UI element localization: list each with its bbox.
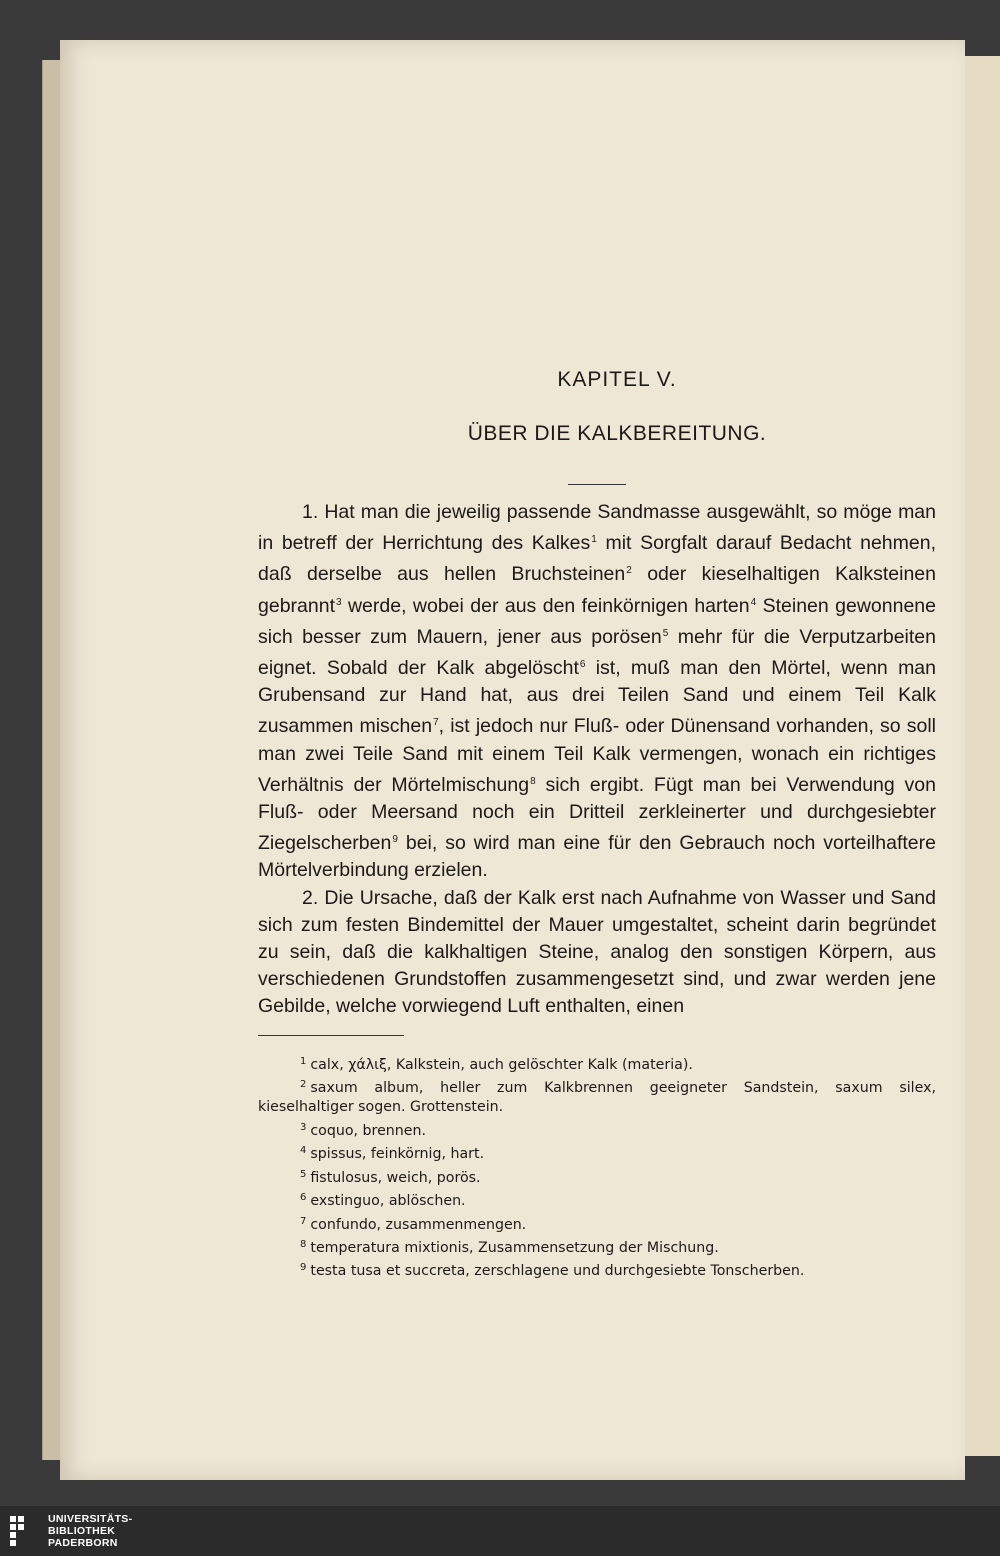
footnote — [258, 1052, 936, 1075]
footnote-text: coquo, brennen. — [310, 1122, 427, 1139]
body-text — [258, 499, 936, 1021]
paragraph-text: 1. Hat man die jeweilig passende Sandmasse ausgewählt, so möge man in betreff der Herrichtung des Kalkes — [258, 501, 936, 555]
chapter-title: ÜBER DIE KALKBEREITUNG. — [467, 422, 767, 445]
page-content — [258, 360, 936, 1282]
footnote-divider — [258, 1035, 404, 1036]
footnote-marker: 7 — [433, 717, 439, 729]
footer-bar — [0, 1506, 1000, 1556]
footnote-text: confundo, zusammenmengen. — [310, 1216, 527, 1233]
paragraph-text: oder kieselhaltigen Kalksteinen gebrannt — [258, 563, 936, 617]
footnote-marker: 3 — [335, 596, 342, 608]
footnote-number: 8 — [300, 1238, 307, 1250]
footnote-marker: 4 — [750, 596, 757, 608]
library-logo-icon — [10, 1516, 38, 1546]
footnote-number: 7 — [300, 1215, 307, 1227]
footnote — [258, 1235, 936, 1258]
footnote-number: 2 — [300, 1079, 307, 1091]
footnote-number: 6 — [300, 1192, 307, 1204]
footnote — [258, 1075, 936, 1118]
footnote-marker: 1 — [591, 534, 597, 546]
paragraph-text: 2. Die Ursache, daß der Kalk erst nach Aufnahme von Wasser und Sand sich zum festen Bindemittel der Mauer umgestaltet, scheint darin begründet zu sein, daß die kalkhaltigen Steine, analog den sonstigen Körpern, aus verschiedenen Grundstoffen zusammengesetzt sind, und zwar werden jene Gebilde, welche vorwiegend Luft enthalten, einen — [258, 886, 936, 1018]
footnote-text: fistulosus, weich, porös. — [310, 1169, 481, 1186]
paragraph — [258, 499, 936, 885]
footnote — [258, 1258, 936, 1281]
footnote-number: 3 — [300, 1121, 307, 1133]
paragraph-text: mehr für die Verputzarbeiten eignet. Sobald der Kalk abgelöscht — [258, 625, 936, 680]
library-logo-text — [48, 1513, 132, 1549]
footnote — [258, 1188, 936, 1211]
footnote-number: 1 — [300, 1055, 307, 1067]
logo-line-3: PADERBORN — [48, 1537, 118, 1549]
paragraph-text: Steinen gewonnene sich besser zum Mauern, jener aus porösen — [258, 594, 936, 648]
title-divider — [568, 484, 626, 485]
logo-line-1: UNIVERSITÄTS- — [48, 1513, 133, 1525]
footnote-number: 5 — [300, 1168, 307, 1180]
footnote-text: testa tusa et succreta, zerschlagene und durchgesiebte Tonscherben. — [310, 1263, 805, 1280]
paragraph-text: , ist jedoch nur Fluß- oder Dünensand vorhanden, so soll man zwei Teile Sand mit einem Teil Kalk vermengen, wonach ein richtiges Verhältnis der Mörtelmischung — [258, 715, 936, 796]
footnote-text: exstinguo, ablöschen. — [310, 1193, 466, 1210]
footnote-text: spissus, feinkörnig, hart. — [310, 1146, 485, 1163]
footnote-marker: 2 — [626, 565, 632, 577]
footnotes — [258, 1052, 936, 1282]
footnote-marker: 8 — [530, 775, 536, 787]
footnote — [258, 1165, 936, 1188]
footnote-number: 9 — [300, 1262, 307, 1274]
footnote-text: calx, χάλιξ, Kalkstein, auch gelöschter Kalk (materia). — [310, 1056, 693, 1073]
footnote-text: temperatura mixtionis, Zusammensetzung der Mischung. — [310, 1239, 719, 1256]
footnote-marker: 5 — [662, 627, 669, 639]
footnote-number: 4 — [300, 1145, 307, 1157]
paragraph — [258, 885, 936, 1021]
footnote — [258, 1118, 936, 1141]
footnote — [258, 1141, 936, 1164]
paragraph-text: mit Sorgfalt darauf Bedacht nehmen, daß derselbe aus hellen Bruchsteinen — [258, 532, 936, 586]
chapter-heading: KAPITEL V. — [557, 368, 677, 391]
footnote — [258, 1212, 936, 1235]
paragraph-text: werde, wobei der aus den feinkörnigen harten — [341, 594, 750, 617]
footnote-marker: 9 — [392, 834, 398, 846]
paragraph-text: sich ergibt. Fügt man bei Verwendung von Fluß- oder Meersand noch ein Dritteil zerkleinerter und durchgesiebter Ziegelscherben — [258, 773, 936, 855]
paragraph-text: ist, muß man den Mörtel, wenn man Grubensand zur Hand hat, aus drei Teilen Sand und einem Teil Kalk zusammen mischen — [258, 657, 936, 738]
footnote-text: saxum album, heller zum Kalkbrennen geeigneter Sandstein, saxum silex, kieselhaltiger sogen. Grottenstein. — [258, 1080, 936, 1116]
facing-page-edge — [962, 56, 1000, 1456]
paragraph-text: bei, so wird man eine für den Gebrauch noch vorteilhaftere Mörtelverbindung erzielen. — [258, 832, 936, 882]
logo-line-2: BIBLIOTHEK — [48, 1525, 116, 1537]
footnote-marker: 6 — [579, 659, 586, 671]
